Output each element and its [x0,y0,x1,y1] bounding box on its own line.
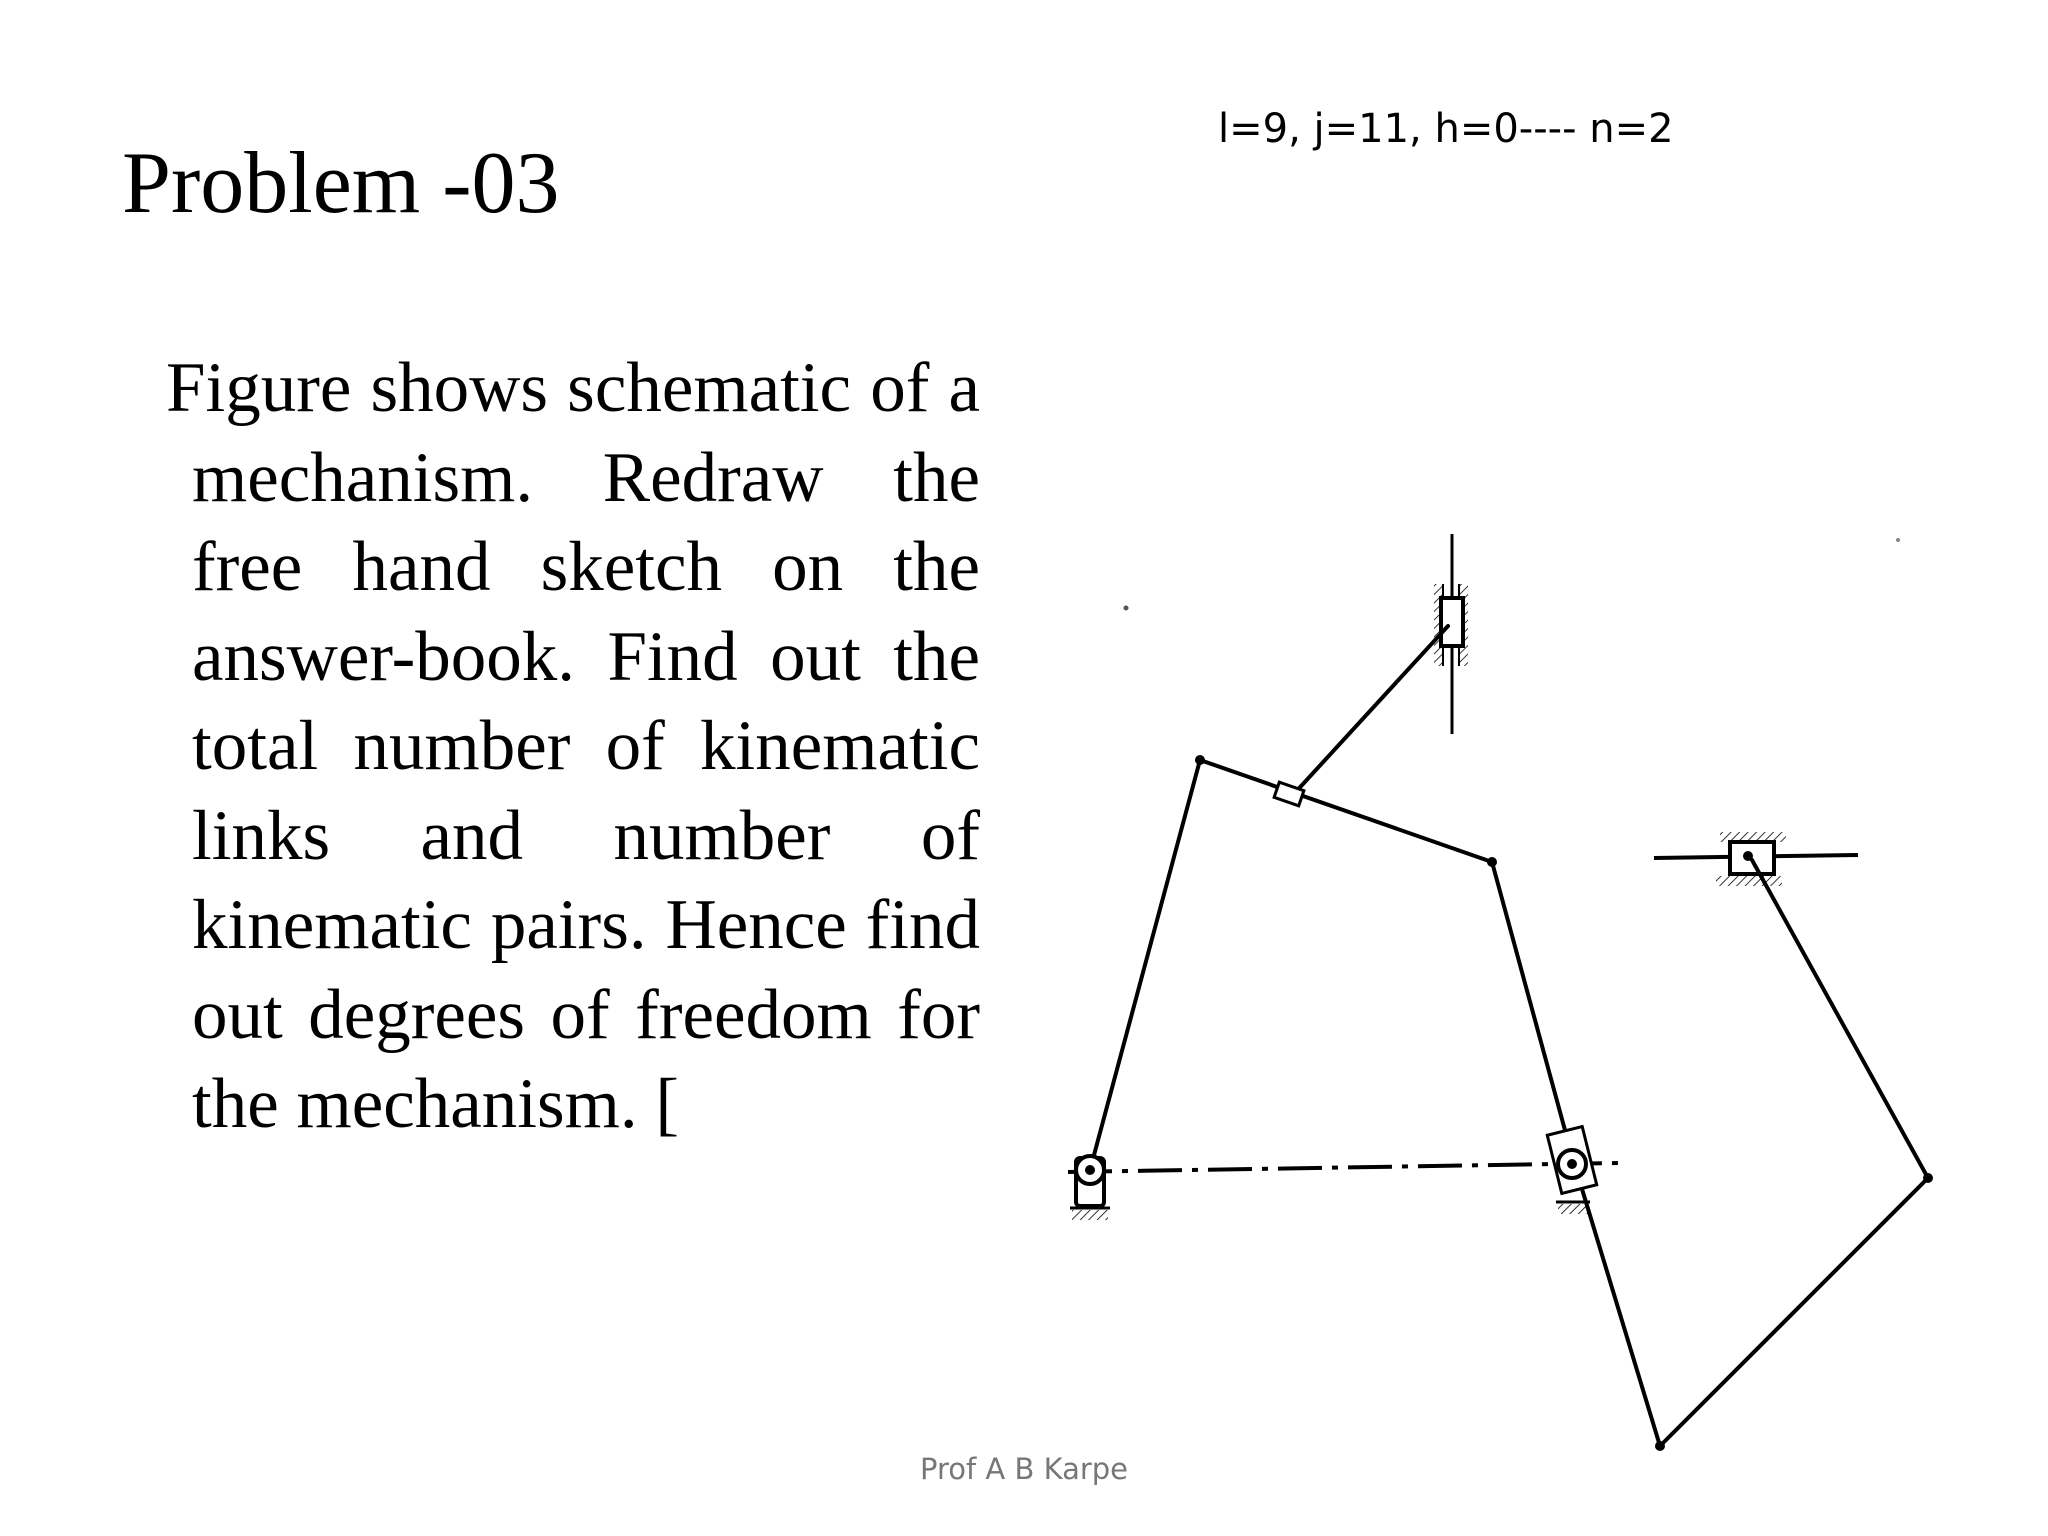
link-to-top-slider [1292,626,1448,796]
link-right-up [1752,860,1928,1178]
right-slider-guide [1654,832,1858,886]
link-bottom-right [1660,1178,1928,1446]
slide-footer: Prof A B Karpe [919,1452,1129,1486]
link-lower-diagonal [1572,1156,1660,1446]
pin-joints [1195,755,1933,1451]
left-ground-pivot [1070,1156,1110,1220]
mechanism-links [1090,626,1928,1446]
link-right-vertical [1492,862,1572,1156]
center-line [1068,1163,1618,1172]
right-ground-pivot [1547,1127,1596,1214]
answer-note: l=9, j=11, h=0---- n=2 [1218,106,1674,152]
link-coupler [1200,760,1492,862]
link-left-vertical [1090,760,1200,1170]
slide-title: Problem -03 [122,135,560,232]
problem-statement: Figure shows schematic of a mechanism. Redraw the free hand sketch on the answer-book. Find out the total number of kinematic links and number of kinematic pairs. Hence find out degrees of freedom for the mechanism. [ [166,349,980,1143]
